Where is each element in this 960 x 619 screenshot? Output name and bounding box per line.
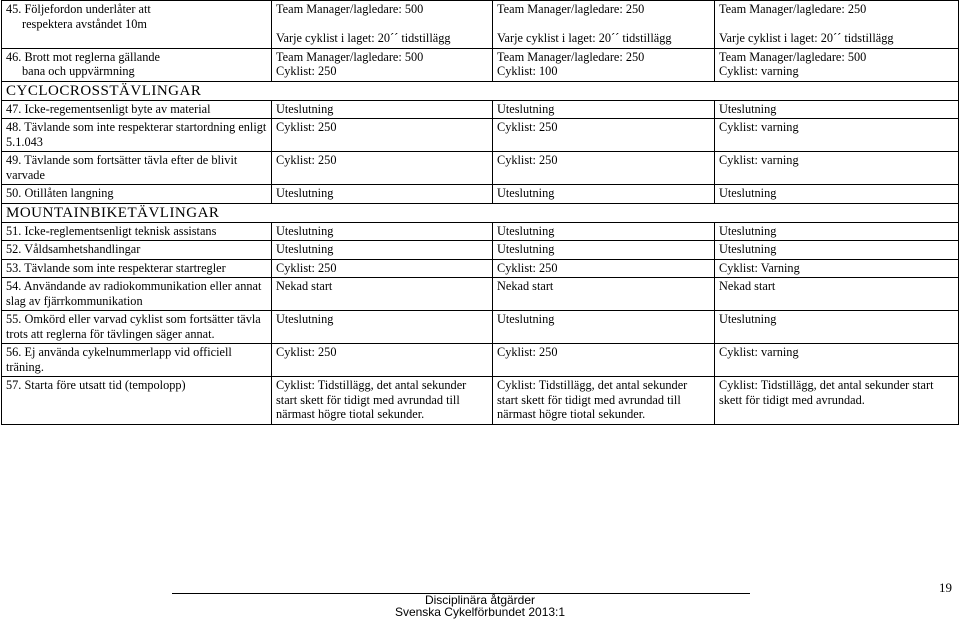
penalty-cell: Uteslutning: [715, 241, 959, 260]
rule-cell: [2, 48, 272, 81]
penalty-cell: Uteslutning: [715, 222, 959, 241]
penalty-cell: Cyklist: 250: [272, 259, 493, 278]
penalty-cell: Cyklist: Tidstillägg, det antal sekunder start skett för tidigt med avrundad till närmast högre tiotal sekunder.: [272, 377, 493, 425]
rule-text: bana och uppvärmning: [22, 64, 135, 78]
penalty-cell: Cyklist: 250: [493, 152, 715, 185]
penalty-text: Varje cyklist i laget: 20´´ tidstillägg: [719, 31, 894, 45]
penalty-cell: Cyklist: varning: [715, 152, 959, 185]
spacer: [276, 17, 488, 32]
penalty-text: Varje cyklist i laget: 20´´ tidstillägg: [497, 31, 672, 45]
table-row: [2, 48, 959, 81]
table-row: [2, 259, 959, 278]
table-row: [2, 377, 959, 425]
table-row: [2, 185, 959, 204]
penalty-cell: Cyklist: 250: [493, 259, 715, 278]
penalty-cell: Uteslutning: [493, 241, 715, 260]
table-row: [2, 100, 959, 119]
penalty-cell: [493, 1, 715, 49]
page-number: 19: [939, 580, 952, 595]
penalty-cell: Uteslutning: [493, 185, 715, 204]
penalty-text: Team Manager/lagledare: 250: [497, 2, 645, 16]
penalty-cell: Uteslutning: [493, 311, 715, 344]
rule-cell: 54. Användande av radiokommunikation eller annat slag av fjärrkommunikation: [2, 278, 272, 311]
rule-cell: 55. Omkörd eller varvad cyklist som fortsätter tävla trots att reglerna för tävlingen säger annat.: [2, 311, 272, 344]
penalty-cell: Uteslutning: [272, 241, 493, 260]
rule-cell: 51. Icke-reglementsenligt teknisk assistans: [2, 222, 272, 241]
footer-title: Disciplinära åtgärder: [424, 593, 536, 607]
penalty-cell: Cyklist: Tidstillägg, det antal sekunder start skett för tidigt med avrundad.: [715, 377, 959, 425]
penalty-cell: Cyklist: 250: [272, 152, 493, 185]
penalty-cell: Cyklist: Varning: [715, 259, 959, 278]
penalty-cell: Cyklist: 250: [272, 119, 493, 152]
penalty-text: Team Manager/lagledare: 250: [719, 2, 867, 16]
penalty-cell: Nekad start: [493, 278, 715, 311]
table-row: [2, 152, 959, 185]
penalty-cell: Cyklist: 250: [272, 344, 493, 377]
table-row: [2, 311, 959, 344]
rule-text: 46. Brott mot reglerna gällande: [6, 49, 161, 64]
spacer: [719, 17, 954, 32]
section-heading-row: [2, 203, 959, 222]
rule-cell: 50. Otillåten langning: [2, 185, 272, 204]
penalty-cell: Cyklist: 250: [493, 344, 715, 377]
penalty-cell: Cyklist: 250: [493, 119, 715, 152]
footer-subtitle: Svenska Cykelförbundet 2013:1: [394, 605, 566, 619]
penalty-cell: Uteslutning: [272, 222, 493, 241]
rule-cell: 53. Tävlande som inte respekterar startregler: [2, 259, 272, 278]
penalty-table: [1, 0, 959, 425]
table-row: [2, 1, 959, 49]
spacer: [497, 17, 710, 32]
penalty-cell: Nekad start: [715, 278, 959, 311]
rule-cell: 52. Våldsamhetshandlingar: [2, 241, 272, 260]
penalty-text: Team Manager/lagledare: 500: [719, 49, 867, 64]
penalty-cell: Uteslutning: [272, 100, 493, 119]
section-heading-row: [2, 81, 959, 100]
penalty-cell: Uteslutning: [493, 100, 715, 119]
table-row: [2, 344, 959, 377]
table-row: [2, 278, 959, 311]
section-heading-cell: [2, 203, 959, 222]
rule-cell: 57. Starta före utsatt tid (tempolopp): [2, 377, 272, 425]
penalty-cell: Cyklist: Tidstillägg, det antal sekunder start skett för tidigt med avrundad till närmast högre tiotal sekunder.: [493, 377, 715, 425]
rule-text: 45. Följefordon underlåter att: [6, 2, 151, 16]
penalty-cell: Uteslutning: [493, 222, 715, 241]
penalty-text: Team Manager/lagledare: 500: [276, 49, 424, 64]
penalty-cell: [272, 1, 493, 49]
penalty-cell: Uteslutning: [272, 185, 493, 204]
penalty-text: Varje cyklist i laget: 20´´ tidstillägg: [276, 31, 451, 45]
section-title-mountainbike: MOUNTAINBIKETÄVLINGAR: [6, 204, 220, 221]
penalty-text: Team Manager/lagledare: 250: [497, 49, 645, 64]
table-row: [2, 222, 959, 241]
rule-cell: 48. Tävlande som inte respekterar startordning enligt 5.1.043: [2, 119, 272, 152]
penalty-cell: Uteslutning: [715, 311, 959, 344]
penalty-cell: [715, 48, 959, 81]
rule-cell: 49. Tävlande som fortsätter tävla efter de blivit varvade: [2, 152, 272, 185]
table-row: [2, 241, 959, 260]
penalty-cell: Uteslutning: [715, 185, 959, 204]
penalty-cell: Cyklist: varning: [715, 344, 959, 377]
penalty-cell: [272, 48, 493, 81]
penalty-cell: [493, 48, 715, 81]
rule-cell: [2, 1, 272, 49]
penalty-text: Cyklist: varning: [719, 64, 799, 78]
penalty-cell: Nekad start: [272, 278, 493, 311]
penalty-cell: Uteslutning: [715, 100, 959, 119]
rule-text: respektera avståndet 10m: [22, 16, 147, 31]
rule-cell: 47. Icke-regementsenligt byte av material: [2, 100, 272, 119]
section-title-cyclocross: CYCLOCROSSTÄVLINGAR: [6, 82, 202, 99]
table-row: [2, 119, 959, 152]
section-heading-cell: [2, 81, 959, 100]
rule-cell: 56. Ej använda cykelnummerlapp vid officiell träning.: [2, 344, 272, 377]
penalty-text: Cyklist: 100: [497, 64, 558, 78]
penalty-text: Cyklist: 250: [276, 64, 337, 78]
penalty-cell: Cyklist: varning: [715, 119, 959, 152]
penalty-cell: Uteslutning: [272, 311, 493, 344]
penalty-cell: [715, 1, 959, 49]
penalty-text: Team Manager/lagledare: 500: [276, 2, 424, 16]
